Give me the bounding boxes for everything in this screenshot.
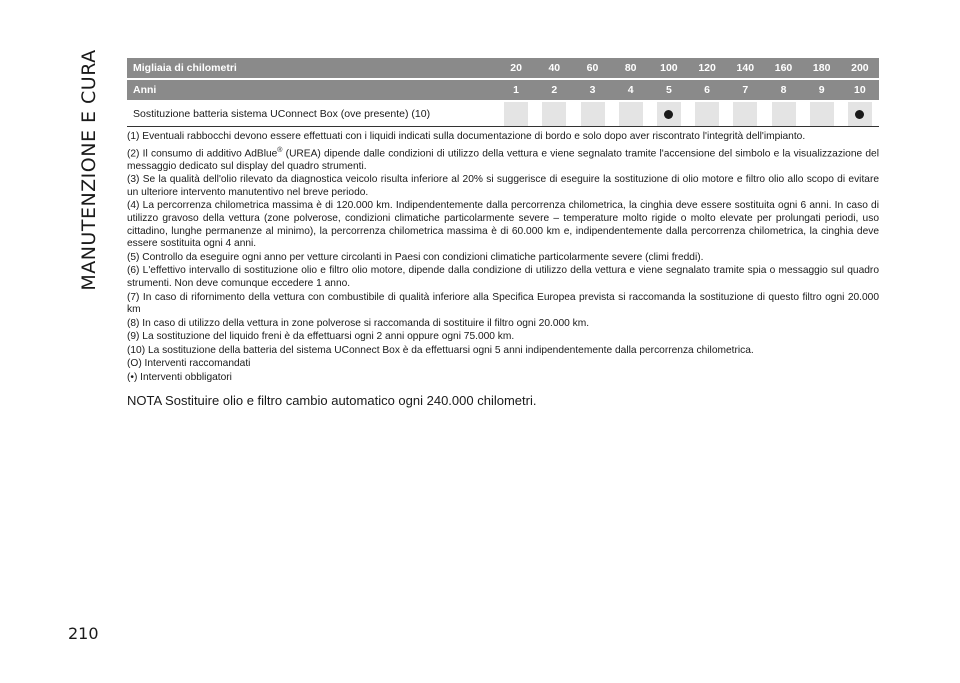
section-title: MANUTENZIONE E CURA <box>78 49 100 291</box>
legend-recommended: (O) Interventi raccomandati <box>127 358 251 370</box>
footnote-2-suffix: (UREA) dipende dalle condizioni di utilizzo della vettura e viene segnalato tramite l'accensione del simbolo e la visualizzazione del messaggio dedicato sul display del quadro strumenti. <box>127 147 879 172</box>
footnote-6: (6) L'effettivo intervallo di sostituzione olio e filtro olio motore, dipende dalla condizione di utilizzo della vettura e viene segnalato tramite spia o messaggio sul quadro strumenti. Non deve comunque eccedere 1 anno. <box>127 265 879 289</box>
km-header-cell: 20 <box>510 62 522 74</box>
footnote-7: (7) In caso di rifornimento della vettura con combustibile di qualità inferiore alla Specifica Europea prevista si raccomanda la sostituzione di questo filtro ogni 20.000 km <box>127 291 879 316</box>
footnote-4: (4) La percorrenza chilometrica massima è di 120.000 km. Indipendentemente dalla percorrenza chilometrica, la cinghia deve essere sostituita ogni 6 anni. In caso di utilizzo gravoso della vettura (zone polverose, condizioni climatiche particolarmente severe – temperature molto rigide o molto elevate per prolungati periodi, uso cittadino, lunghe permanenze al minimo), la percorrenza chilometrica massima è di 60.000 km e, indipendentemente dalla percorrenza chilometrica, la cinghia deve essere sostituita ogni 4 anni. <box>127 200 879 250</box>
row-mark-cell <box>619 102 643 126</box>
legend-mandatory: (•) Interventi obbligatori <box>127 372 232 384</box>
header-years-label: Anni <box>133 84 157 96</box>
registered-mark: ® <box>277 146 283 154</box>
table-header-km-row <box>127 58 879 80</box>
row-mark-cell <box>504 102 528 126</box>
year-header-cell: 9 <box>818 84 825 96</box>
year-header-cell: 2 <box>551 84 558 96</box>
km-header-cell: 80 <box>624 62 637 74</box>
footnote-1: (1) Eventuali rabbocchi devono essere effettuati con i liquidi indicati sulla documentazione di bordo e solo dopo aver riscontrato l'integrità dell'impianto. <box>127 131 806 142</box>
year-header-cell: 7 <box>742 84 749 96</box>
km-header-cells <box>497 58 879 78</box>
km-header-cell: 120 <box>698 62 716 74</box>
year-header-cell: 5 <box>665 84 672 96</box>
row-label: Sostituzione batteria sistema UConnect Box (ove presente) (10) <box>133 108 431 120</box>
km-header-cell: 40 <box>548 62 561 74</box>
table-header-years-row <box>127 80 879 102</box>
footnote-2 <box>127 145 879 174</box>
mandatory-dot-icon <box>664 110 673 119</box>
year-header-cells <box>497 80 879 100</box>
row-mark-cell <box>581 102 605 126</box>
year-header-cell: 1 <box>513 84 520 96</box>
km-header-cell: 160 <box>774 62 793 74</box>
page-number: 210 <box>68 624 99 643</box>
km-header-cell: 140 <box>736 62 755 74</box>
year-header-cell: 6 <box>704 84 711 96</box>
header-km-label: Migliaia di chilometri <box>133 62 237 74</box>
row-mark-cells <box>497 102 879 126</box>
row-mark-cell <box>733 102 757 126</box>
maintenance-table <box>127 58 879 127</box>
footnote-5: (5) Controllo da eseguire ogni anno per vetture circolanti in Paesi con condizioni climatiche particolarmente severe (climi freddi). <box>127 251 704 263</box>
footnote-8: (8) In caso di utilizzo della vettura in zone polverose si raccomanda di sostituire il filtro ogni 20.000 km. <box>127 317 590 329</box>
row-mark-cell <box>695 102 719 126</box>
row-mark-cell <box>657 102 681 126</box>
nota-text: NOTA Sostituire olio e filtro cambio automatico ogni 240.000 chilometri. <box>127 392 537 408</box>
row-mark-cell <box>542 102 566 126</box>
row-mark-cell <box>848 102 872 126</box>
km-header-cell: 60 <box>586 62 599 74</box>
row-mark-cell <box>772 102 796 126</box>
year-header-cell: 4 <box>627 84 634 96</box>
footnote-3: (3) Se la qualità dell'olio rilevato da diagnostica veicolo risulta inferiore al 20% si suggerisce di eseguire la sostituzione di olio motore e filtro olio allo scopo di evitare un ulteriore intervento manutentivo nel breve periodo. <box>127 174 879 198</box>
footnotes <box>127 131 879 385</box>
year-header-cell: 10 <box>854 84 866 96</box>
km-header-cell: 200 <box>851 62 869 74</box>
footnote-9: (9) La sostituzione del liquido freni è da effettuarsi ogni 2 anni oppure ogni 75.000 km. <box>127 331 515 343</box>
footnote-10: (10) La sostituzione della batteria del sistema UConnect Box è da effettuarsi ogni 5 anni indipendentemente dalla percorrenza chilometrica. <box>127 344 754 356</box>
mandatory-dot-icon <box>855 110 864 119</box>
km-header-cell: 100 <box>660 62 678 74</box>
page-content <box>127 58 879 408</box>
footnote-2-prefix: (2) Il consumo di additivo AdBlue <box>127 147 278 159</box>
year-header-cell: 8 <box>780 84 787 96</box>
table-row <box>127 102 879 127</box>
year-header-cell: 3 <box>589 84 596 96</box>
row-mark-cell <box>810 102 834 126</box>
km-header-cell: 180 <box>812 62 831 74</box>
